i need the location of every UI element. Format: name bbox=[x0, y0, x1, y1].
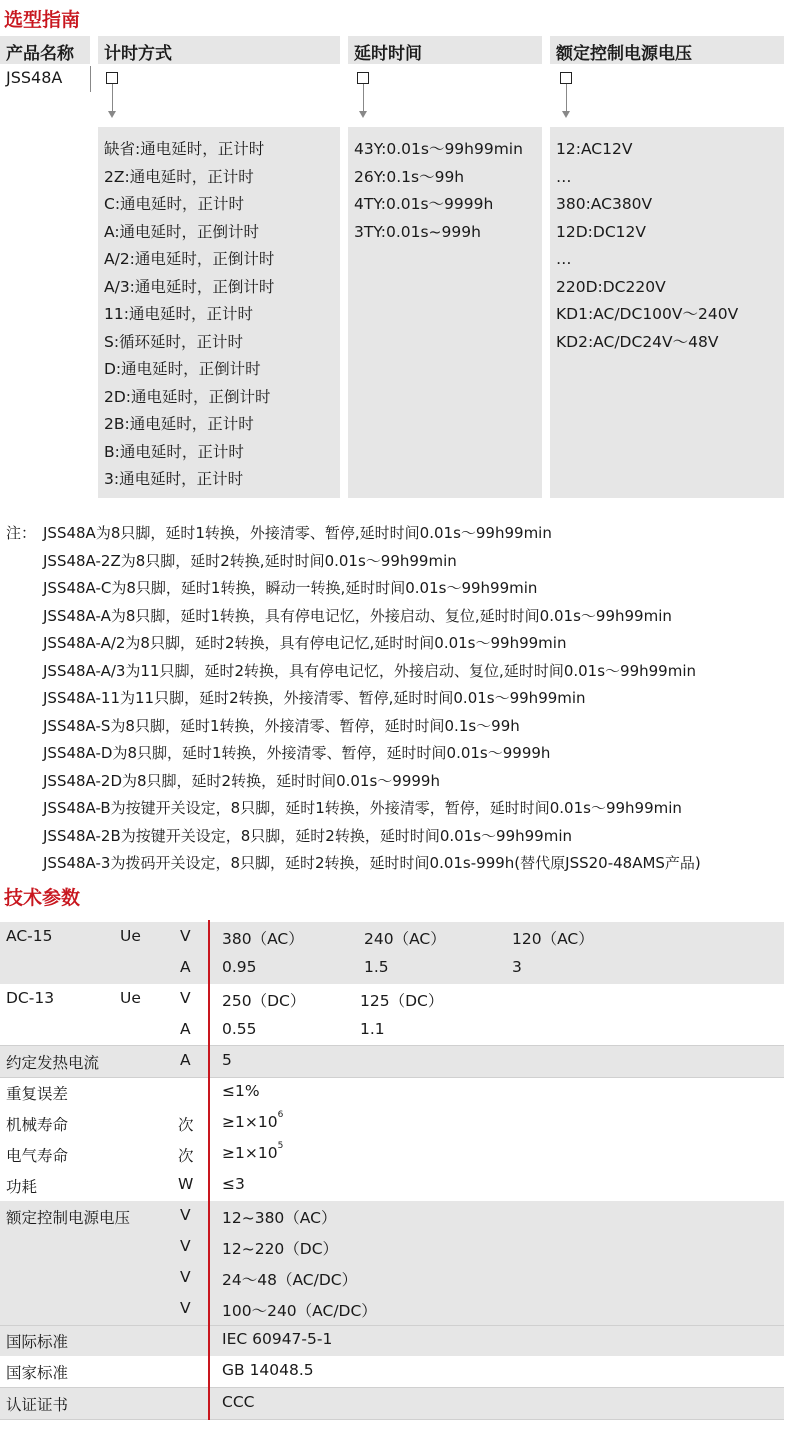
timing-mode-option: A/3:通电延时，正倒计时 bbox=[104, 277, 275, 296]
note-line: JSS48A-D为8只脚，延时1转换，外接清零、暂停，延时时间0.01s～9999h bbox=[43, 744, 551, 762]
delay-time-option: 4TY:0.01s～9999h bbox=[354, 195, 494, 213]
note-line: JSS48A-B为按键开关设定，8只脚，延时1转换，外接清零，暂停，延时时间0.01s～99h99min bbox=[43, 799, 682, 817]
repeat-error-row: 重复误差 ≤1% bbox=[6, 1082, 260, 1103]
voltage-checkbox[interactable] bbox=[560, 72, 572, 84]
timing-mode-option: A/2:通电延时，正倒计时 bbox=[104, 250, 275, 268]
note-line: JSS48A-C为8只脚，延时1转换，瞬动一转换,延时时间0.01s～99h99min bbox=[43, 579, 538, 597]
header-timing-mode: 计时方式 bbox=[98, 36, 340, 64]
note-line: JSS48A-11为11只脚，延时2转换，外接清零、暂停,延时时间0.01s～99h99min bbox=[43, 689, 586, 707]
note-line: JSS48A-A/2为8只脚，延时2转换，具有停电记忆,延时时间0.01s～99h99min bbox=[43, 634, 567, 652]
header-rated-voltage: 额定控制电源电压 bbox=[550, 36, 784, 64]
mech-life-row: 机械寿命 次 $\ge 1\times 10^6$ bbox=[6, 1110, 284, 1134]
note-line: JSS48A-2D为8只脚，延时2转换，延时时间0.01s～9999h bbox=[43, 771, 440, 790]
note-line: JSS48A-S为8只脚，延时1转换，外接清零、暂停，延时时间0.1s～99h bbox=[43, 716, 520, 735]
timing-mode-option: B:通电延时，正计时 bbox=[104, 442, 244, 461]
dc13-voltage-row: DC-13 Ue V 250（DC） 125（DC） bbox=[6, 989, 444, 1010]
selection-guide-title: 选型指南 bbox=[4, 9, 81, 31]
arrow-down-icon bbox=[359, 111, 367, 118]
thermal-current-row: 约定发热电流 A 5 bbox=[6, 1051, 232, 1072]
natl-standard-row: 国家标准 GB 14048.5 bbox=[6, 1361, 314, 1382]
timing-mode-option: S:循环延时，正计时 bbox=[104, 332, 244, 351]
note-line: JSS48A-3为拨码开关设定，8只脚，延时2转换，延时时间0.01s-999h(替代原JSS20-48AMS产品) bbox=[43, 854, 701, 872]
timing-mode-option: D:通电延时，正倒计时 bbox=[104, 360, 261, 378]
rated-voltage-row: V 12~220（DC） bbox=[180, 1237, 339, 1258]
timing-mode-option: 2B:通电延时，正计时 bbox=[104, 415, 254, 433]
delay-time-checkbox[interactable] bbox=[357, 72, 369, 84]
note-line: JSS48A-2B为按键开关设定，8只脚，延时2转换，延时时间0.01s～99h99min bbox=[43, 826, 573, 845]
power-row: 功耗 W ≤3 bbox=[6, 1175, 245, 1196]
connector-line bbox=[112, 84, 113, 112]
elec-life-row: 电气寿命 次 $\ge 1\times 10^5$ bbox=[6, 1141, 284, 1165]
voltage-option: 220D:DC220V bbox=[556, 277, 666, 296]
timing-mode-option: 2D:通电延时，正倒计时 bbox=[104, 387, 271, 406]
voltage-option: … bbox=[556, 167, 572, 186]
timing-mode-option: 11:通电延时，正计时 bbox=[104, 305, 253, 323]
delay-time-options bbox=[348, 127, 542, 498]
ac15-voltage-row: AC-15 Ue V 380（AC） 240（AC） 120（AC） bbox=[6, 927, 594, 948]
row-separator bbox=[0, 1419, 784, 1420]
connector-line bbox=[363, 84, 364, 112]
dc13-current-row: A 0.55 1.1 bbox=[180, 1020, 385, 1038]
note-line: 注： JSS48A为8只脚，延时1转换，外接清零、暂停,延时时间0.01s～99h99min bbox=[6, 524, 552, 542]
voltage-options bbox=[550, 127, 784, 498]
rated-voltage-row: V 100～240（AC/DC） bbox=[180, 1299, 377, 1320]
certificate-row: 认证证书 CCC bbox=[6, 1393, 255, 1414]
tech-params-title: 技术参数 bbox=[4, 887, 81, 909]
timing-mode-option: A:通电延时，正倒计时 bbox=[104, 222, 260, 241]
arrow-down-icon bbox=[562, 111, 570, 118]
voltage-option: KD1:AC/DC100V～240V bbox=[556, 305, 739, 323]
notes bbox=[6, 520, 790, 878]
voltage-option: 380:AC380V bbox=[556, 195, 653, 213]
note-line: JSS48A-A/3为11只脚，延时2转换，具有停电记忆，外接启动、复位,延时时间0.01s～99h99min bbox=[43, 661, 697, 680]
voltage-option: … bbox=[556, 250, 572, 268]
voltage-option: 12D:DC12V bbox=[556, 222, 646, 241]
timing-mode-option: C:通电延时，正计时 bbox=[104, 195, 245, 213]
delay-time-option: 3TY:0.01s~999h bbox=[354, 222, 481, 241]
timing-mode-option: 2Z:通电延时，正计时 bbox=[104, 167, 254, 186]
connector-line bbox=[566, 84, 567, 112]
rated-voltage-row: 额定控制电源电压 V 12~380（AC） bbox=[6, 1206, 337, 1227]
delay-time-option: 43Y:0.01s～99h99min bbox=[354, 140, 523, 158]
timing-mode-options bbox=[98, 127, 340, 498]
divider bbox=[90, 66, 91, 92]
timing-mode-option: 缺省:通电延时，正计时 bbox=[104, 140, 265, 158]
rated-voltage-row: V 24～48（AC/DC） bbox=[180, 1268, 358, 1289]
voltage-option: KD2:AC/DC24V～48V bbox=[556, 332, 719, 351]
note-line: JSS48A-A为8只脚，延时1转换，具有停电记忆，外接启动、复位,延时时间0.01s～99h99min bbox=[43, 606, 672, 625]
note-line: JSS48A-2Z为8只脚，延时2转换,延时时间0.01s～99h99min bbox=[43, 551, 457, 570]
voltage-option: 12:AC12V bbox=[556, 140, 633, 158]
header-delay-time: 延时时间 bbox=[348, 36, 542, 64]
timing-mode-option: 3:通电延时，正计时 bbox=[104, 470, 244, 488]
delay-time-option: 26Y:0.1s～99h bbox=[354, 167, 465, 186]
arrow-down-icon bbox=[108, 111, 116, 118]
intl-standard-row: 国际标准 IEC 60947-5-1 bbox=[6, 1330, 333, 1351]
timing-mode-checkbox[interactable] bbox=[106, 72, 118, 84]
header-product-name: 产品名称 bbox=[0, 36, 90, 64]
ac15-current-row: A 0.95 1.5 3 bbox=[180, 958, 522, 976]
product-model: JSS48A bbox=[6, 68, 63, 87]
